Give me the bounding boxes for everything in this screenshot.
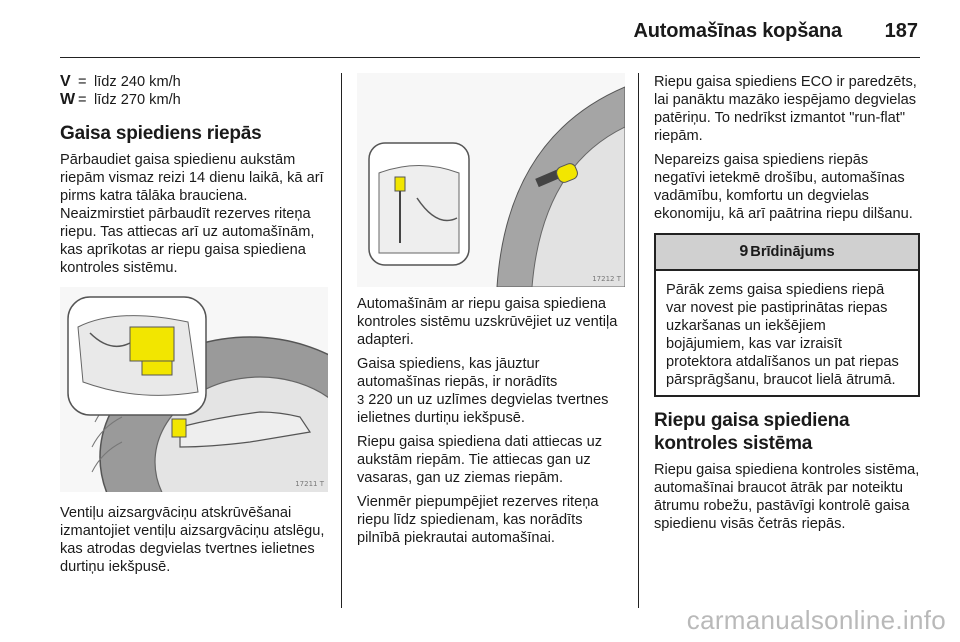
page-number: 187 (884, 20, 918, 42)
figure-valve-cap (60, 287, 328, 492)
paragraph: Automašīnām ar riepu gaisa spiediena kontroles sistēmu uzskrūvējiet uz ventiļa adapteri. (357, 296, 618, 348)
warning-title: Brīdinājums (750, 244, 835, 260)
paragraph: Riepu gaisa spiediena dati attiecas uz aukstām riepām. Tie attiecas gan uz vasaras, gan uz ziemas riepām. (357, 434, 603, 486)
paragraph: Riepu gaisa spiediena kontroles sistēma, automašīnai braucot ātrāk par noteiktu ātrumu robežu, pastāvīgi kontrolē gaisa spiedienu visās četrās riepās. (654, 462, 920, 532)
page-header (0, 0, 960, 58)
page-title: Automašīnas kopšana (633, 20, 842, 42)
speed-equals: = (78, 92, 87, 108)
speed-code: W (60, 91, 76, 108)
speed-row-w (60, 91, 328, 109)
paragraph: Pārbaudiet gaisa spiedienu aukstām riepām vismaz reizi 14 dienu laikā, kā arī pirms katra tālāka brauciena. Neaizmirstiet pārbaudīt rezerves riteņa riepu. Tas attiecas arī uz automašīnām, kas aprīkotas ar riepu gaisa spiediena kontroles sistēmu. (60, 152, 324, 276)
column-divider (341, 73, 342, 608)
header-rule (60, 57, 920, 58)
reference-symbol: 3 (357, 392, 365, 407)
paragraph: Nepareizs gaisa spiediens riepās negatīvi ietekmē drošību, automašīnas vadāmību, komfortu un degvielas ekonomiju, kā arī paātrina riepu dilšanu. (654, 152, 913, 222)
figure-valve-adapter (357, 73, 625, 287)
warning-body (656, 271, 918, 395)
warning-icon: 9 (739, 243, 749, 260)
section-heading: Gaisa spiediens riepās (60, 123, 262, 144)
valve-cap-illustration (60, 287, 328, 492)
speed-code: V (60, 73, 71, 90)
warning-box (654, 233, 920, 397)
figure-number: 17212 T (592, 275, 621, 283)
figure-number: 17211 T (295, 480, 324, 488)
paragraph: Riepu gaisa spiediens ECO ir paredzēts, lai panāktu mazāko iespējamo degvielas patēriņu. To nedrīkst izmantot "run-flat" riepām. (654, 74, 917, 144)
speed-row-v (60, 73, 328, 91)
speed-equals: = (78, 74, 87, 90)
warning-text: Pārāk zems gaisa spiediens riepā var novest pie pastiprinātas riepas uzkaršanas un iekšējiem bojājumiem, kas var izraisīt protektora atdalīšanos un pat riepas pārsprāgšanu, braucot lielā ātrumā. (666, 282, 899, 388)
column-3 (654, 73, 920, 539)
column-divider (638, 73, 639, 608)
warning-header (656, 235, 918, 271)
section-heading: Riepu gaisa spiediena kontroles sistēma (654, 410, 850, 454)
paragraph: Gaisa spiediens, kas jāuztur automašīnas riepās, ir norādīts 3 220 un uz uzlīmes degvielas tvertnes ielietnes durtiņu iekšpusē. (357, 356, 609, 426)
valve-adapter-illustration (357, 73, 625, 287)
speed-value: līdz 240 km/h (94, 74, 181, 90)
paragraph: Ventiļu aizsargvāciņu atskrūvēšanai izmantojiet ventiļu aizsargvāciņu atslēgu, kas atrodas degvielas tvertnes ielietnes durtiņu iekšpusē. (60, 505, 325, 575)
speed-value: līdz 270 km/h (94, 92, 181, 108)
paragraph: Vienmēr piepumpējiet rezerves riteņa riepu līdz spiedienam, kas norādīts pilnībā piekrautai automašīnai. (357, 494, 599, 546)
column-2 (357, 73, 625, 553)
watermark: carmanualsonline.info (686, 605, 946, 635)
column-1 (60, 73, 328, 582)
